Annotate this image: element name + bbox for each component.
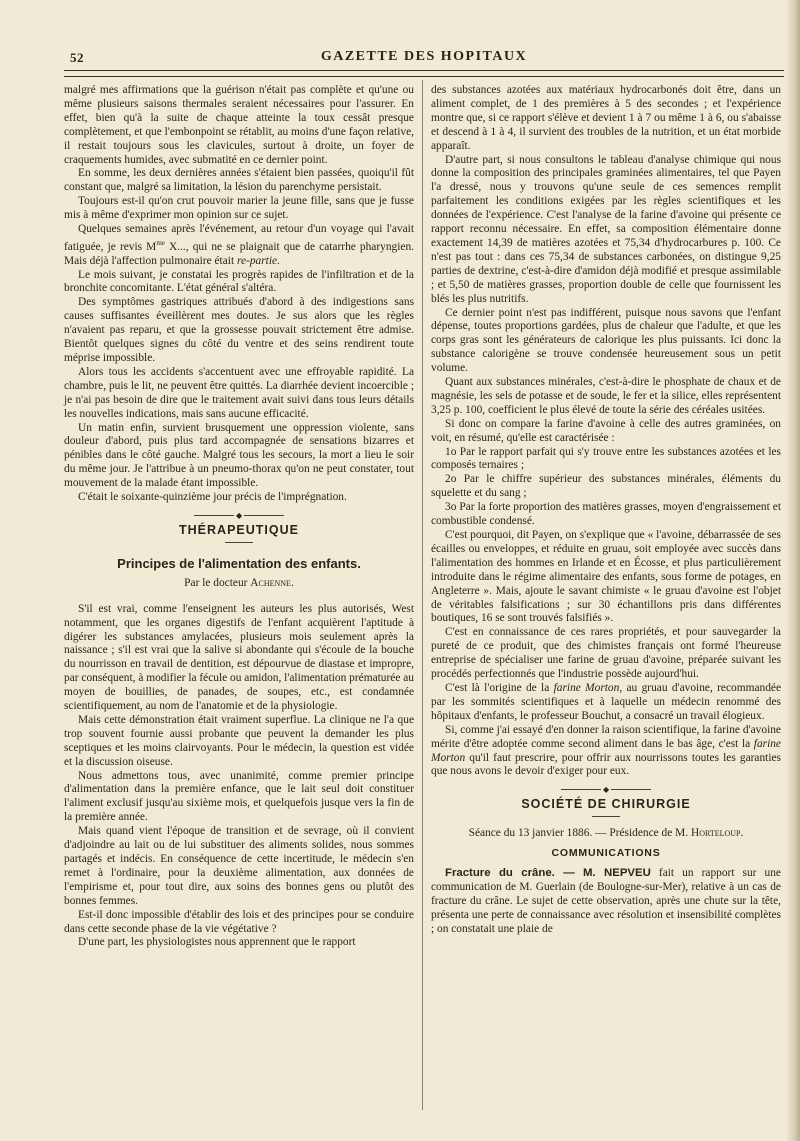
paragraph: C'était le soixante-quinzième jour précis de l'imprégnation.	[78, 491, 347, 504]
paragraph: Le mois suivant, je constatai les progrès rapides de l'infiltration et de la bronchite concomitante. L'état général s'altéra.	[64, 268, 414, 295]
right-column	[431, 84, 781, 937]
list-item: 1o Par le rapport parfait qui s'y trouve entre les substances azotées et les composés ternaires ;	[431, 445, 781, 472]
section-title-societe: SOCIÉTÉ DE CHIRURGIE	[521, 797, 691, 812]
subheading-communications: COMMUNICATIONS	[551, 847, 661, 860]
paragraph: C'est là l'origine de la farine Morton, au gruau d'avoine, recommandée par les sommités scientifiques et à laquelle un médecin renommé des hôpitaux d'enfants, le professeur Bouchut, a consacré un travail élogieux.	[431, 681, 781, 722]
paragraph: Si, comme j'ai essayé d'en donner la raison scientifique, la farine d'avoine mérite d'être adoptée comme second aliment dans le bas âge, c'est la farine Morton qu'il faut prescrire, pour offrir aux nourrissons toutes les garanties que nous avons le devoir d'exiger pour eux.	[431, 723, 781, 778]
president-name: Horteloup	[690, 827, 741, 840]
left-column	[64, 84, 414, 950]
paragraph: C'est pourquoi, dit Payen, on s'explique que « l'avoine, débarrassée de ses écailles ou enveloppes, et réduite en gruau, soit employée avec succès dans l'alimentation des hommes en Irlande et en Écosse, et plus particulièrement introduite dans le régime alimentaire des enfants, sous forme de potages, en Angleterre ». Mais, ajoute le savant chimiste « le gruau d'avoine est l'objet de véritables falsifications ; sur 30 échantillons pris dans différentes boutiques, 16 se sont trouvés falsifiés ».	[431, 529, 781, 625]
column-divider	[422, 80, 423, 1110]
title-underline	[225, 542, 253, 543]
ornament-separator	[194, 515, 284, 516]
ornament-separator	[561, 789, 651, 790]
paragraph: malgré mes affirmations que la guérison n'était pas complète et qu'une ou même plusieurs saisons thermales seraient nécessaires pour l'assurer. En effet, bien qu'à la suite de chaque atteinte la toux cessât presque complètement, et que l'embonpoint se rétablit, au moins d'une façon relative, il restait toujours sous les clavicules, surtout à droite, un foyer de craquements humides, avec submatité en ce dernier point.	[64, 84, 414, 166]
page-number: 52	[70, 50, 84, 65]
paragraph: Un matin enfin, survient brusquement une oppression violente, sans douleur d'abord, puis plus tard accompagnée de sensations bizarres et pénibles dans le côté gauche. Malgré tous les secours, la mort a lieu le soir du même jour. Je l'attribue à un pneumo-thorax qu'on ne peut constater, tout mouvement de la malade étant impossible.	[64, 421, 414, 490]
paragraph: Mais cette démonstration était vraiment superflue. La clinique ne l'a que trop souvent fournie aussi probante que peuvent la demander les plus sceptiques et les moins clairvoyants. Pour le médecin, la question est vidée et la discussion oiseuse.	[64, 713, 414, 768]
byline: Par le docteur Achenne.	[184, 576, 294, 589]
title-underline	[592, 816, 620, 817]
paragraph: des substances azotées aux matériaux hydrocarbonés doit être, dans un aliment complet, de 1 des premières à 5 des secondes ; et l'expérience montre que, si ce rapport s'élève et devient 1 à 7 ou même 1 à 6, ou s'abaisse et descend à 1 à 4, il survient des troubles de la nutrition, et un état morbide apparaît.	[431, 84, 781, 152]
paragraph: Des symptômes gastriques attribués d'abord à des indigestions sans causes suffisantes éveillèrent mes doutes. Je sus alors que les règles n'avaient pas reparu, et que la grossesse pouvait strictement être admise. Bientôt quelques signes du côté du ventre et des seins rendirent toute méprise impossible.	[64, 296, 414, 365]
paragraph: En somme, les deux dernières années s'étaient bien passées, quoiqu'il fût constant que, malgré sa limitation, la lésion du parenchyme persistait.	[64, 167, 414, 194]
section-title-therapeutique: THÉRAPEUTIQUE	[179, 522, 299, 537]
running-title: GAZETTE DES HOPITAUX	[320, 49, 528, 64]
paragraph: Quelques semaines après l'événement, au retour d'un voyage qui l'avait fatiguée, je revis $M^{me}$ X..., qui ne se plaignait que de catarrhe pharyngien. Mais déjà l'affection pulmonaire était re-partie.	[64, 223, 415, 267]
article-title: Principes de l'alimentation des enfants.	[117, 555, 361, 571]
author-name: Achenne	[250, 576, 291, 589]
page-header	[64, 44, 784, 68]
page-edge-shadow	[786, 0, 800, 1141]
run-in-heading: Fracture du crâne. — M. NEPVEU	[445, 867, 651, 880]
paragraph: D'autre part, si nous consultons le tableau d'analyse chimique qui nous donne la composition des principales graminées alimentaires, tel que Payen l'a dressé, nous y trouvons qu'une seule de ces semences remplit parfaitement les conditions exigées par les règles scientifiques et les données de l'expérience. C'est l'analyse de la farine d'avoine qui présente ce rapport reconnu nécessaire. En effet, sa composition élémentaire donne exactement 14,39 de matières azotées et 75,34 d'hydrocarbures p. 100. Ce n'est pas tout : dans ces 75,34 de substances carbonées, on distingue 9,25 parties de dextrine, c'est-à-dire d'amidon déjà modifié et presque assimilable ; et 5,50 de matières grasses, proportion double de celle que fournissent les blés les plus nutritifs.	[431, 153, 781, 305]
paragraph: Mais quand vient l'époque de transition et de sevrage, où il convient d'adjoindre au lait ou de lui substituer des aliments solides, nous sommes partagés et indécis. En conséquence de cette incertitude, le médecin s'en remet à l'ordinaire, pour la deuxième alimentation, aux données de l'empirisme et, pour tout dire, aux soins des bonnes gens ou plutôt des bonnes femmes.	[64, 825, 414, 907]
paragraph: Si donc on compare la farine d'avoine à celle des autres graminées, on voit, en résumé, qu'elle est caractérisée :	[431, 417, 781, 444]
paragraph: D'une part, les physiologistes nous apprennent que le rapport	[78, 936, 356, 949]
paragraph: Toujours est-il qu'on crut pouvoir marier la jeune fille, sans que je fusse mis à même d'exprimer mon opinion sur ce sujet.	[64, 195, 414, 222]
paragraph: Alors tous les accidents s'accentuent avec une effroyable rapidité. La chambre, puis le lit, ne peuvent être quittés. La diarrhée devient incoercible ; je n'ai pas besoin de dire que le traitement avait suivi dans tous leurs détails les nouvelles indications, mais sans aucune efficacité.	[64, 365, 414, 420]
list-item: 2o Par le chiffre supérieur des substances minérales, éléments du squelette et du sang ;	[431, 473, 781, 500]
list-item: 3o Par la forte proportion des matières grasses, moyen d'engraissement et combustible condensé.	[431, 501, 781, 528]
paragraph: Quant aux substances minérales, c'est-à-dire le phosphate de chaux et de magnésie, les sels de potasse et de soude, le fer et la silice, elles représentent 3,25 p. 100, coefficient le plus élevé de toute la série des céréales usitées.	[431, 376, 781, 416]
header-rule	[64, 70, 784, 77]
session-line: Séance du 13 janvier 1886. — Présidence de M. Horteloup.	[468, 827, 744, 840]
paragraph: Nous admettons tous, avec unanimité, comme premier principe d'alimentation dans la première enfance, que le lait seul doit constituer l'aliment exclusif jusqu'au sixième mois, et quelquefois jusque vers la fin de la première année.	[64, 769, 414, 824]
paragraph: Ce dernier point n'est pas indifférent, puisque nous savons que l'enfant dépense, toutes proportions gardées, plus de chaleur que l'adulte, et que les corps gras sont les générateurs de calorique les plus puissants. Ici donc la substance calorigène se trouve condensée heureusement sous un petit volume.	[431, 306, 781, 375]
paragraph: C'est en connaissance de ces rares propriétés, et pour sauvegarder la pureté de ce produit, que des chimistes français ont formé l'heureuse entreprise de spécialiser une farine de gruau d'avoine, préparée suivant les procédés perfectionnés que l'industrie possède aujourd'hui.	[431, 626, 781, 681]
paragraph: Est-il donc impossible d'établir des lois et des principes pour se conduire dans cette seconde phase de la vie végétative ?	[64, 908, 414, 935]
paragraph: Fracture du crâne. — M. NEPVEU fait un rapport sur une communication de M. Guerlain (de Boulogne-sur-Mer), relative à un cas de fracture du crâne. Le sujet de cette observation, après une chute sur la tête, présenta une perte de connaissance avec résolution et insensibilité complètes ; on constatait une plaie de	[431, 867, 781, 935]
paragraph: S'il est vrai, comme l'enseignent les auteurs les plus autorisés, West notamment, que les organes digestifs de l'enfant acquièrent l'aptitude à digérer les substances amylacées, plusieurs mois seulement après la naissance ; s'il est vrai que la salive si abondante qui s'écoule de la bouche du nourrisson en travail de dentition, est dépourvue de diastase et impropre, par conséquent, à modifier la fécule ou amidon, l'alimentation prématurée au moyen de bouillies, de panades, de soupes, etc., est condamnée scientifiquement, au nom de l'anatomie et de la physiologie.	[64, 602, 414, 713]
